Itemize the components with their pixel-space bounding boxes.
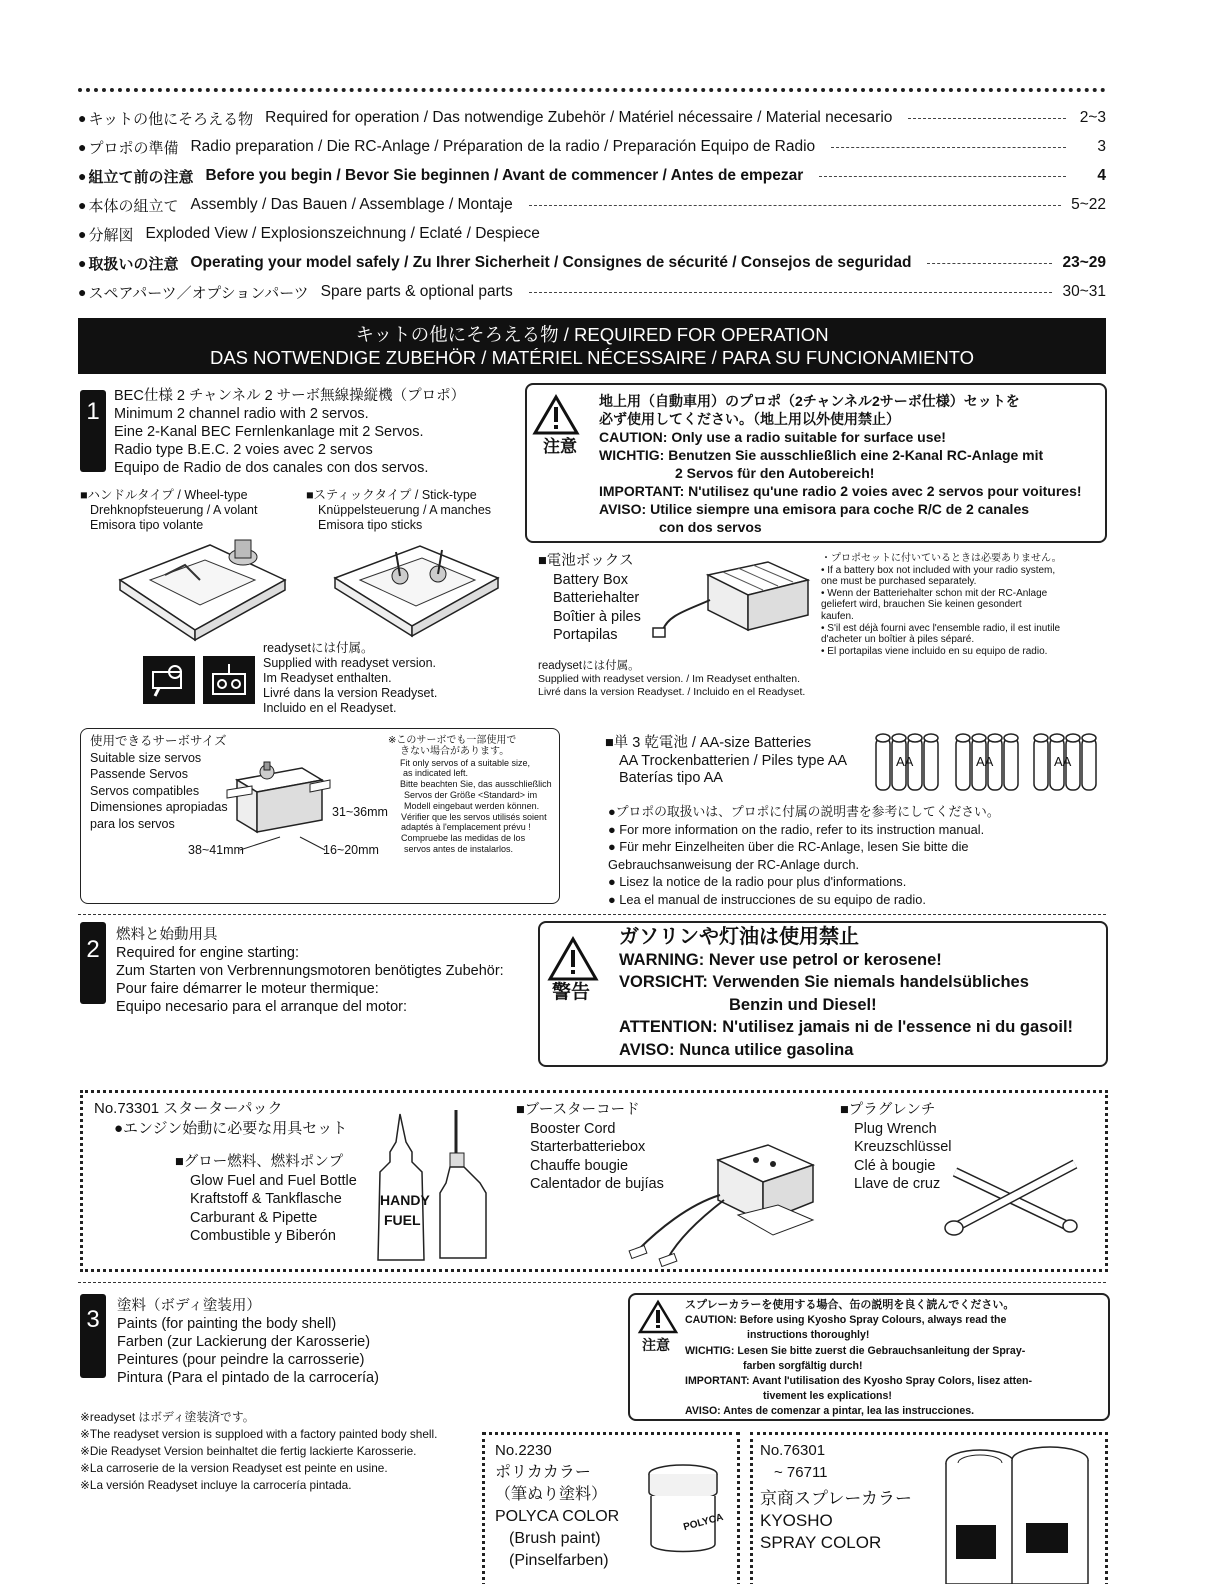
wheel-type-line: Drehknopfsteuerung / A volant — [90, 503, 258, 517]
toc-title: Radio preparation / Die RC-Anlage / Préparation de la radio / Preparación Equipo de Radio — [190, 138, 816, 155]
caution-line: 地上用（自動車用）のプロポ（2チャンネル2サーボ仕様）セットを — [599, 393, 1020, 409]
polyca-line: ポリカカラー — [495, 1464, 591, 1481]
aa-battery-pack-icon — [1032, 728, 1098, 792]
servo-note-line: adaptés à l'emplacement prévu ! — [401, 822, 531, 833]
servo-line: Dimensiones apropiadas — [90, 800, 228, 814]
bullet-icon: ● — [78, 226, 87, 242]
servo-depth-dim: 16~20mm — [323, 843, 379, 857]
fuel-label — [175, 1153, 357, 1246]
battery-box-label — [538, 552, 641, 645]
toc-jp: 組立て前の注意 — [88, 167, 194, 186]
step2-line: 燃料と始動用具 — [116, 927, 218, 943]
wheel-radio-illustration — [115, 535, 295, 645]
servo-height-dim: 31~36mm — [332, 805, 388, 819]
fuel-warning-text — [619, 926, 1073, 1061]
stick-type-label — [306, 488, 491, 533]
fuel-bottle-illustration — [372, 1112, 432, 1262]
step2-line: Required for engine starting: — [116, 945, 299, 961]
servo-line: Servos compatibles — [90, 783, 200, 798]
servo-note-line: Modell eingebaut werden können. — [404, 800, 540, 811]
servo-note-line: Servos der Größe <Standard> im — [404, 789, 538, 800]
servo-note-line: きない場合があります。 — [400, 745, 510, 757]
battery-readyset-line: readysetには付属。 — [538, 660, 640, 672]
booster-line: ■ブースターコード — [516, 1102, 640, 1118]
warning-line: AVISO: Nunca utilice gasolina — [619, 1040, 854, 1059]
polyca-line: No.2230 — [495, 1442, 552, 1459]
toc-jp: キットの他にそろえる物 — [88, 109, 254, 128]
warning-line: Benzin und Diesel! — [729, 995, 877, 1014]
readyset-line: Supplied with readyset version. — [263, 656, 437, 670]
banner-title: DAS NOTWENDIGE ZUBEHÖR / MATÉRIEL NÉCESSAIRE / PARA SU FUNCIONAMIENTO — [209, 347, 975, 368]
booster-line: Calentador de bujías — [530, 1176, 664, 1192]
polyca-jar-illustration — [645, 1462, 725, 1552]
readyset-line: Livré dans la version Readyset. — [263, 686, 438, 700]
servo-note-line: ※このサーボでも一部使用で — [388, 735, 517, 746]
spray-can-illustration — [940, 1445, 1100, 1584]
battery-box-line: Portapilas — [553, 627, 618, 643]
radio-note-line: ● For more information on the radio, refer to its instruction manual. — [608, 821, 985, 837]
polyca-label — [495, 1440, 619, 1572]
caution-line: WICHTIG: Benutzen Sie ausschließlich eine 2-Kanal RC-Anlage mit — [599, 447, 1044, 463]
battery-note-line: kaufen. — [821, 610, 854, 622]
toc-title: Spare parts & optional parts — [320, 283, 513, 300]
battery-note-line: • El portapilas viene incluido en su equipo de radio. — [821, 645, 1048, 657]
readyset-note — [263, 641, 437, 716]
spray-line: KYOSHO — [760, 1511, 833, 1530]
toc-row[interactable] — [78, 134, 1106, 160]
warning-line: WARNING: Never use petrol or kerosene! — [619, 950, 942, 969]
toc-row[interactable] — [78, 279, 1106, 305]
servo-note — [388, 736, 552, 855]
step1-line: Equipo de Radio de dos canales con dos servos. — [114, 460, 429, 476]
toc-row[interactable] — [78, 250, 1106, 276]
spray-caution-line: WICHTIG: Lesen Sie bitte zuerst die Gebrauchsanleitung der Spray- — [685, 1344, 1026, 1357]
stick-radio-illustration — [330, 538, 505, 643]
battery-readyset-line: Livré dans la version Readyset. / Incluido en el Readyset. — [538, 686, 806, 698]
warning-line: ガソリンや灯油は使用禁止 — [619, 926, 859, 948]
servo-size-label — [90, 733, 228, 832]
painted-note-line: ※readyset はボディ塗装済です。 — [80, 1410, 255, 1424]
servo-line: para los servos — [90, 816, 175, 831]
step1-line: BEC仕様 2 チャンネル 2 サーボ無線操縦機（プロポ） — [114, 388, 466, 404]
battery-box-illustration — [648, 560, 818, 650]
starter-pack-label — [94, 1099, 347, 1139]
painted-note-line: ※Die Readyset Version beinhaltet die fertig lackierte Karosserie. — [80, 1444, 417, 1458]
servo-note-line: as indicated left. — [403, 768, 469, 779]
step-number-3: 3 — [80, 1294, 106, 1378]
spray-caution-line: IMPORTANT: Avant l'utilisation des Kyosho Spray Colors, lisez atten- — [685, 1375, 1033, 1388]
warning-triangle-icon — [533, 395, 579, 435]
step-number-2: 2 — [80, 922, 106, 1004]
starter-line: ●エンジン始動に必要な用具セット — [114, 1120, 348, 1137]
battery-box-line: ■電池ボックス — [538, 553, 634, 569]
bullet-icon: ● — [78, 255, 87, 271]
step3-line: Paints (for painting the body shell) — [117, 1316, 337, 1332]
fuel-bottle-label-line: HANDY — [380, 1192, 430, 1208]
step1-text — [114, 387, 465, 477]
fuel-line: Kraftstoff & Tankflasche — [190, 1191, 342, 1207]
fuel-bottle-label-line: FUEL — [384, 1212, 421, 1228]
battery-notes — [821, 553, 1062, 657]
battery-note-line: geliefert wird, brauchen Sie keinen gesondert — [821, 599, 1022, 611]
aa-line: AA Trockenbatterien / Piles type AA — [619, 752, 848, 769]
step1-line: Eine 2-Kanal BEC Fernlenkanlage mit 2 Servos. — [114, 424, 424, 440]
servo-note-line: Fit only servos of a suitable size, — [400, 757, 531, 768]
radio-manual-notes — [608, 803, 1000, 908]
servo-note-line: servos antes de instalarlos. — [404, 843, 514, 854]
spray-label — [760, 1440, 912, 1554]
booster-line: Starterbatteriebox — [530, 1139, 646, 1155]
toc-title: Before you begin / Bevor Sie beginnen / Avant de commencer / Antes de empezar — [205, 167, 804, 184]
readyset-line: readysetには付属。 — [263, 641, 374, 655]
wheel-type-label — [80, 488, 257, 533]
step2-text — [116, 926, 504, 1016]
caution-line: AVISO: Utilice siempre una emisora para coche R/C de 2 canales — [599, 501, 1030, 517]
plug-line: Clé à bougie — [854, 1157, 936, 1174]
radio-note-line: ● Lea el manual de instrucciones de su equipo de radio. — [608, 891, 926, 907]
spray-caution-line: tivement les explications! — [763, 1390, 892, 1403]
servo-note-line: Bitte beachten Sie, das ausschließlich — [400, 779, 552, 790]
toc-row[interactable] — [78, 192, 1106, 218]
toc-page: 5~22 — [1071, 196, 1106, 213]
fuel-line: Combustible y Biberón — [190, 1228, 336, 1244]
polyca-line: （筆ぬり塗料） — [495, 1486, 608, 1503]
radio-note-line: ●プロポの取扱いは、プロポに付属の説明書を参考にしてください。 — [608, 804, 1000, 819]
warning-line: VORSICHT: Verwenden Sie niemals handelsübliches — [619, 973, 1029, 991]
battery-readyset-note — [538, 660, 805, 699]
spray-caution-line: スプレーカラーを使用する場合、缶の説明を良く読んでください。 — [685, 1299, 1015, 1311]
spray-caution-line: AVISO: Antes de comenzar a pintar, lea las instrucciones. — [685, 1405, 975, 1418]
aa-label: AA — [896, 754, 914, 769]
booster-line: Booster Cord — [530, 1120, 616, 1137]
spray-line: 京商スプレーカラー — [760, 1489, 912, 1508]
warning-line: ATTENTION: N'utilisez jamais ni de l'essence ni du gasoil! — [619, 1018, 1074, 1036]
battery-note-line: • S'il est déjà fourni avec l'ensemble radio, il est inutile — [821, 622, 1061, 634]
battery-box-line: Battery Box — [553, 571, 628, 588]
polyca-line: (Pinselfarben) — [509, 1552, 609, 1569]
fuel-line: Glow Fuel and Fuel Bottle — [190, 1172, 357, 1189]
plug-line: Plug Wrench — [854, 1120, 937, 1137]
servo-illustration — [222, 760, 332, 840]
battery-note-line: d'acheter un boîtier à piles séparé. — [821, 634, 975, 646]
step-number-1: 1 — [80, 390, 106, 472]
bullet-icon: ● — [78, 284, 87, 300]
booster-line: Chauffe bougie — [530, 1157, 629, 1174]
caution-line: IMPORTANT: N'utilisez qu'une radio 2 voies avec 2 servos pour voitures! — [599, 483, 1082, 499]
painted-note-line: ※The readyset version is supploed with a factory painted body shell. — [80, 1427, 438, 1441]
spray-line: SPRAY COLOR — [760, 1533, 882, 1552]
readyset-line: Im Readyset enthalten. — [263, 671, 392, 685]
caution-line: 必ず使用してください。（地上用以外使用禁止） — [599, 411, 900, 427]
caution-line: CAUTION: Only use a radio suitable for surface use! — [599, 429, 946, 445]
warning-triangle-icon — [638, 1300, 678, 1334]
radio-note-line: ● Lisez la notice de la radio pour plus d'informations. — [608, 874, 907, 889]
caution-label: 注意 — [642, 1337, 670, 1353]
fuel-line: ■グロー燃料、燃料ポンプ — [175, 1154, 344, 1170]
aa-battery-pack-icon — [954, 728, 1020, 792]
painted-note-line: ※La versión Readyset incluye la carrocería pintada. — [80, 1478, 352, 1492]
toc-jp: プロポの準備 — [88, 138, 179, 157]
fuel-pump-bottle-illustration — [434, 1108, 494, 1263]
battery-note-line: • If a battery box not included with your radio system, — [821, 564, 1056, 576]
polyca-can-label: POLYCA — [682, 1511, 725, 1534]
battery-note-line: one must be purchased separately. — [821, 576, 977, 588]
servo-line: 使用できるサーボサイズ — [90, 734, 227, 748]
stick-type-line: ■スティックタイプ / Stick-type — [306, 488, 477, 502]
aa-label: AA — [976, 754, 994, 769]
caution-line: con dos servos — [659, 519, 762, 535]
readyset-line: Incluido en el Readyset. — [263, 701, 397, 715]
toc-leader — [831, 147, 1066, 148]
step1-line: Radio type B.E.C. 2 voies avec 2 servos — [114, 442, 373, 458]
spray-caution-line: CAUTION: Before using Kyosho Spray Colours, always read the — [685, 1314, 1007, 1327]
toc-row[interactable] — [78, 105, 1106, 131]
battery-box-line: Boîtier à piles — [553, 608, 641, 625]
polyca-line: (Brush paint) — [509, 1530, 601, 1547]
battery-note-line: ・プロポセットに付いているときは必要ありません。 — [821, 553, 1062, 564]
battery-box-line: Batteriehalter — [553, 590, 640, 606]
bullet-icon: ● — [78, 139, 87, 155]
servo-note-line: Compruebe las medidas de los — [401, 833, 526, 844]
polyca-line: POLYCA COLOR — [495, 1508, 620, 1525]
servo-line: Suitable size servos — [90, 750, 202, 765]
plug-line: Llave de cruz — [854, 1176, 941, 1192]
toc-title: Operating your model safely / Zu Ihrer Sicherheit / Consignes de sécurité / Consejos de seguridad — [190, 254, 912, 271]
fuel-line: Carburant & Pipette — [190, 1209, 318, 1226]
step3-line: 塗料（ボディ塗装用） — [117, 1298, 261, 1314]
painted-note-line: ※La carroserie de la version Readyset est peinte en usine. — [80, 1461, 388, 1475]
spray-caution-line: farben sorgfältig durch! — [743, 1359, 863, 1372]
radio-note-line: Gebrauchsanweisung der RC-Anlage durch. — [608, 856, 860, 872]
painted-body-note — [80, 1409, 437, 1494]
spray-line: No.76301 — [760, 1442, 826, 1459]
spray-caution-line: instructions thoroughly! — [747, 1329, 870, 1342]
bullet-icon: ● — [78, 168, 87, 184]
fuel-bottle-label — [380, 1190, 430, 1230]
toc-leader — [529, 292, 1053, 293]
step3-line: Pintura (Para el pintado de la carrocería) — [117, 1370, 379, 1386]
toc-jp: 分解図 — [88, 225, 134, 244]
warning-triangle-icon — [548, 937, 598, 981]
booster-cord-illustration — [628, 1140, 828, 1270]
aa-label: AA — [1054, 754, 1072, 769]
plug-line: Kreuzschlüssel — [854, 1139, 952, 1155]
spray-caution-text — [685, 1298, 1032, 1420]
toc-row[interactable] — [78, 163, 1106, 189]
toc-page: 2~3 — [1079, 109, 1106, 126]
step2-line: Equipo necesario para el arranque del motor: — [116, 999, 407, 1015]
bullet-icon: ● — [78, 197, 87, 213]
step3-text — [117, 1297, 379, 1387]
stick-radio-icon — [203, 656, 255, 704]
step3-line: Farben (zur Lackierung der Karosserie) — [117, 1334, 371, 1350]
section-banner — [78, 318, 1106, 374]
step3-line: Peintures (pour peindre la carrosserie) — [117, 1352, 365, 1368]
servo-note-line: Vérifier que les servos utilisés soient — [401, 811, 547, 822]
step2-line: Zum Starten von Verbrennungsmotoren benötigtes Zubehör: — [116, 963, 504, 979]
step1-line: Minimum 2 channel radio with 2 servos. — [114, 406, 369, 422]
aa-batteries-label — [605, 735, 847, 788]
spray-line: ~ 76711 — [774, 1464, 828, 1481]
aa-line: ■単 3 乾電池 / AA-size Batteries — [605, 735, 812, 751]
battery-readyset-line: Supplied with readyset version. / Im Readyset enthalten. — [538, 673, 801, 685]
toc-page: 30~31 — [1062, 283, 1106, 300]
step2-line: Pour faire démarrer le moteur thermique: — [116, 981, 379, 997]
toc-leader — [927, 263, 1052, 264]
servo-line: Passende Servos — [90, 767, 188, 781]
toc-jp: 本体の組立て — [88, 196, 179, 215]
banner-title-jp: キットの他にそろえる物 / REQUIRED FOR OPERATION — [355, 324, 829, 345]
battery-note-line: • Wenn der Batteriehalter schon mit der RC-Anlage — [821, 587, 1048, 599]
radio-note-line: ● Für mehr Einzelheiten über die RC-Anlage, lesen Sie bitte die — [608, 839, 969, 854]
toc-jp: スペアパーツ／オプションパーツ — [88, 283, 309, 302]
toc-leader — [529, 205, 1061, 206]
toc-leader — [908, 118, 1066, 119]
warning-label: 警告 — [552, 982, 591, 1003]
aa-battery-pack-icon — [874, 728, 940, 792]
section-divider — [78, 914, 1106, 915]
stick-type-line: Knüppelsteuerung / A manches — [318, 503, 492, 517]
aa-line: Baterías tipo AA — [619, 770, 723, 786]
plug-wrench-illustration — [930, 1152, 1090, 1242]
wheel-radio-icon — [143, 656, 195, 704]
section-divider — [78, 1282, 1106, 1283]
dimension-lines — [240, 835, 330, 855]
plug-line: ■プラグレンチ — [840, 1102, 936, 1118]
toc-row[interactable] — [78, 221, 1106, 247]
toc-page: 4 — [1097, 167, 1106, 184]
starter-line: No.73301 スターターパック — [94, 1100, 283, 1117]
servo-width-dim: 38~41mm — [188, 843, 244, 857]
top-dotted-rule — [78, 88, 1106, 92]
bullet-icon: ● — [78, 110, 87, 126]
wheel-type-line: ■ハンドルタイプ / Wheel-type — [80, 488, 248, 502]
stick-type-line: Emisora tipo sticks — [318, 518, 423, 532]
toc-page: 23~29 — [1062, 254, 1106, 271]
caution-label: 注意 — [543, 437, 577, 456]
toc-jp: 取扱いの注意 — [88, 254, 179, 273]
toc-leader — [819, 176, 1066, 177]
toc-title: Required for operation / Das notwendige Zubehör / Matériel nécessaire / Material necesario — [265, 109, 893, 126]
toc-title: Assembly / Das Bauen / Assemblage / Montaje — [190, 196, 513, 213]
toc-title: Exploded View / Explosionszeichnung / Eclaté / Despiece — [145, 225, 540, 242]
wheel-type-line: Emisora tipo volante — [90, 518, 204, 532]
caution-line: 2 Servos für den Autobereich! — [675, 465, 875, 481]
radio-caution-text — [599, 392, 1082, 536]
toc-page: 3 — [1097, 138, 1106, 155]
